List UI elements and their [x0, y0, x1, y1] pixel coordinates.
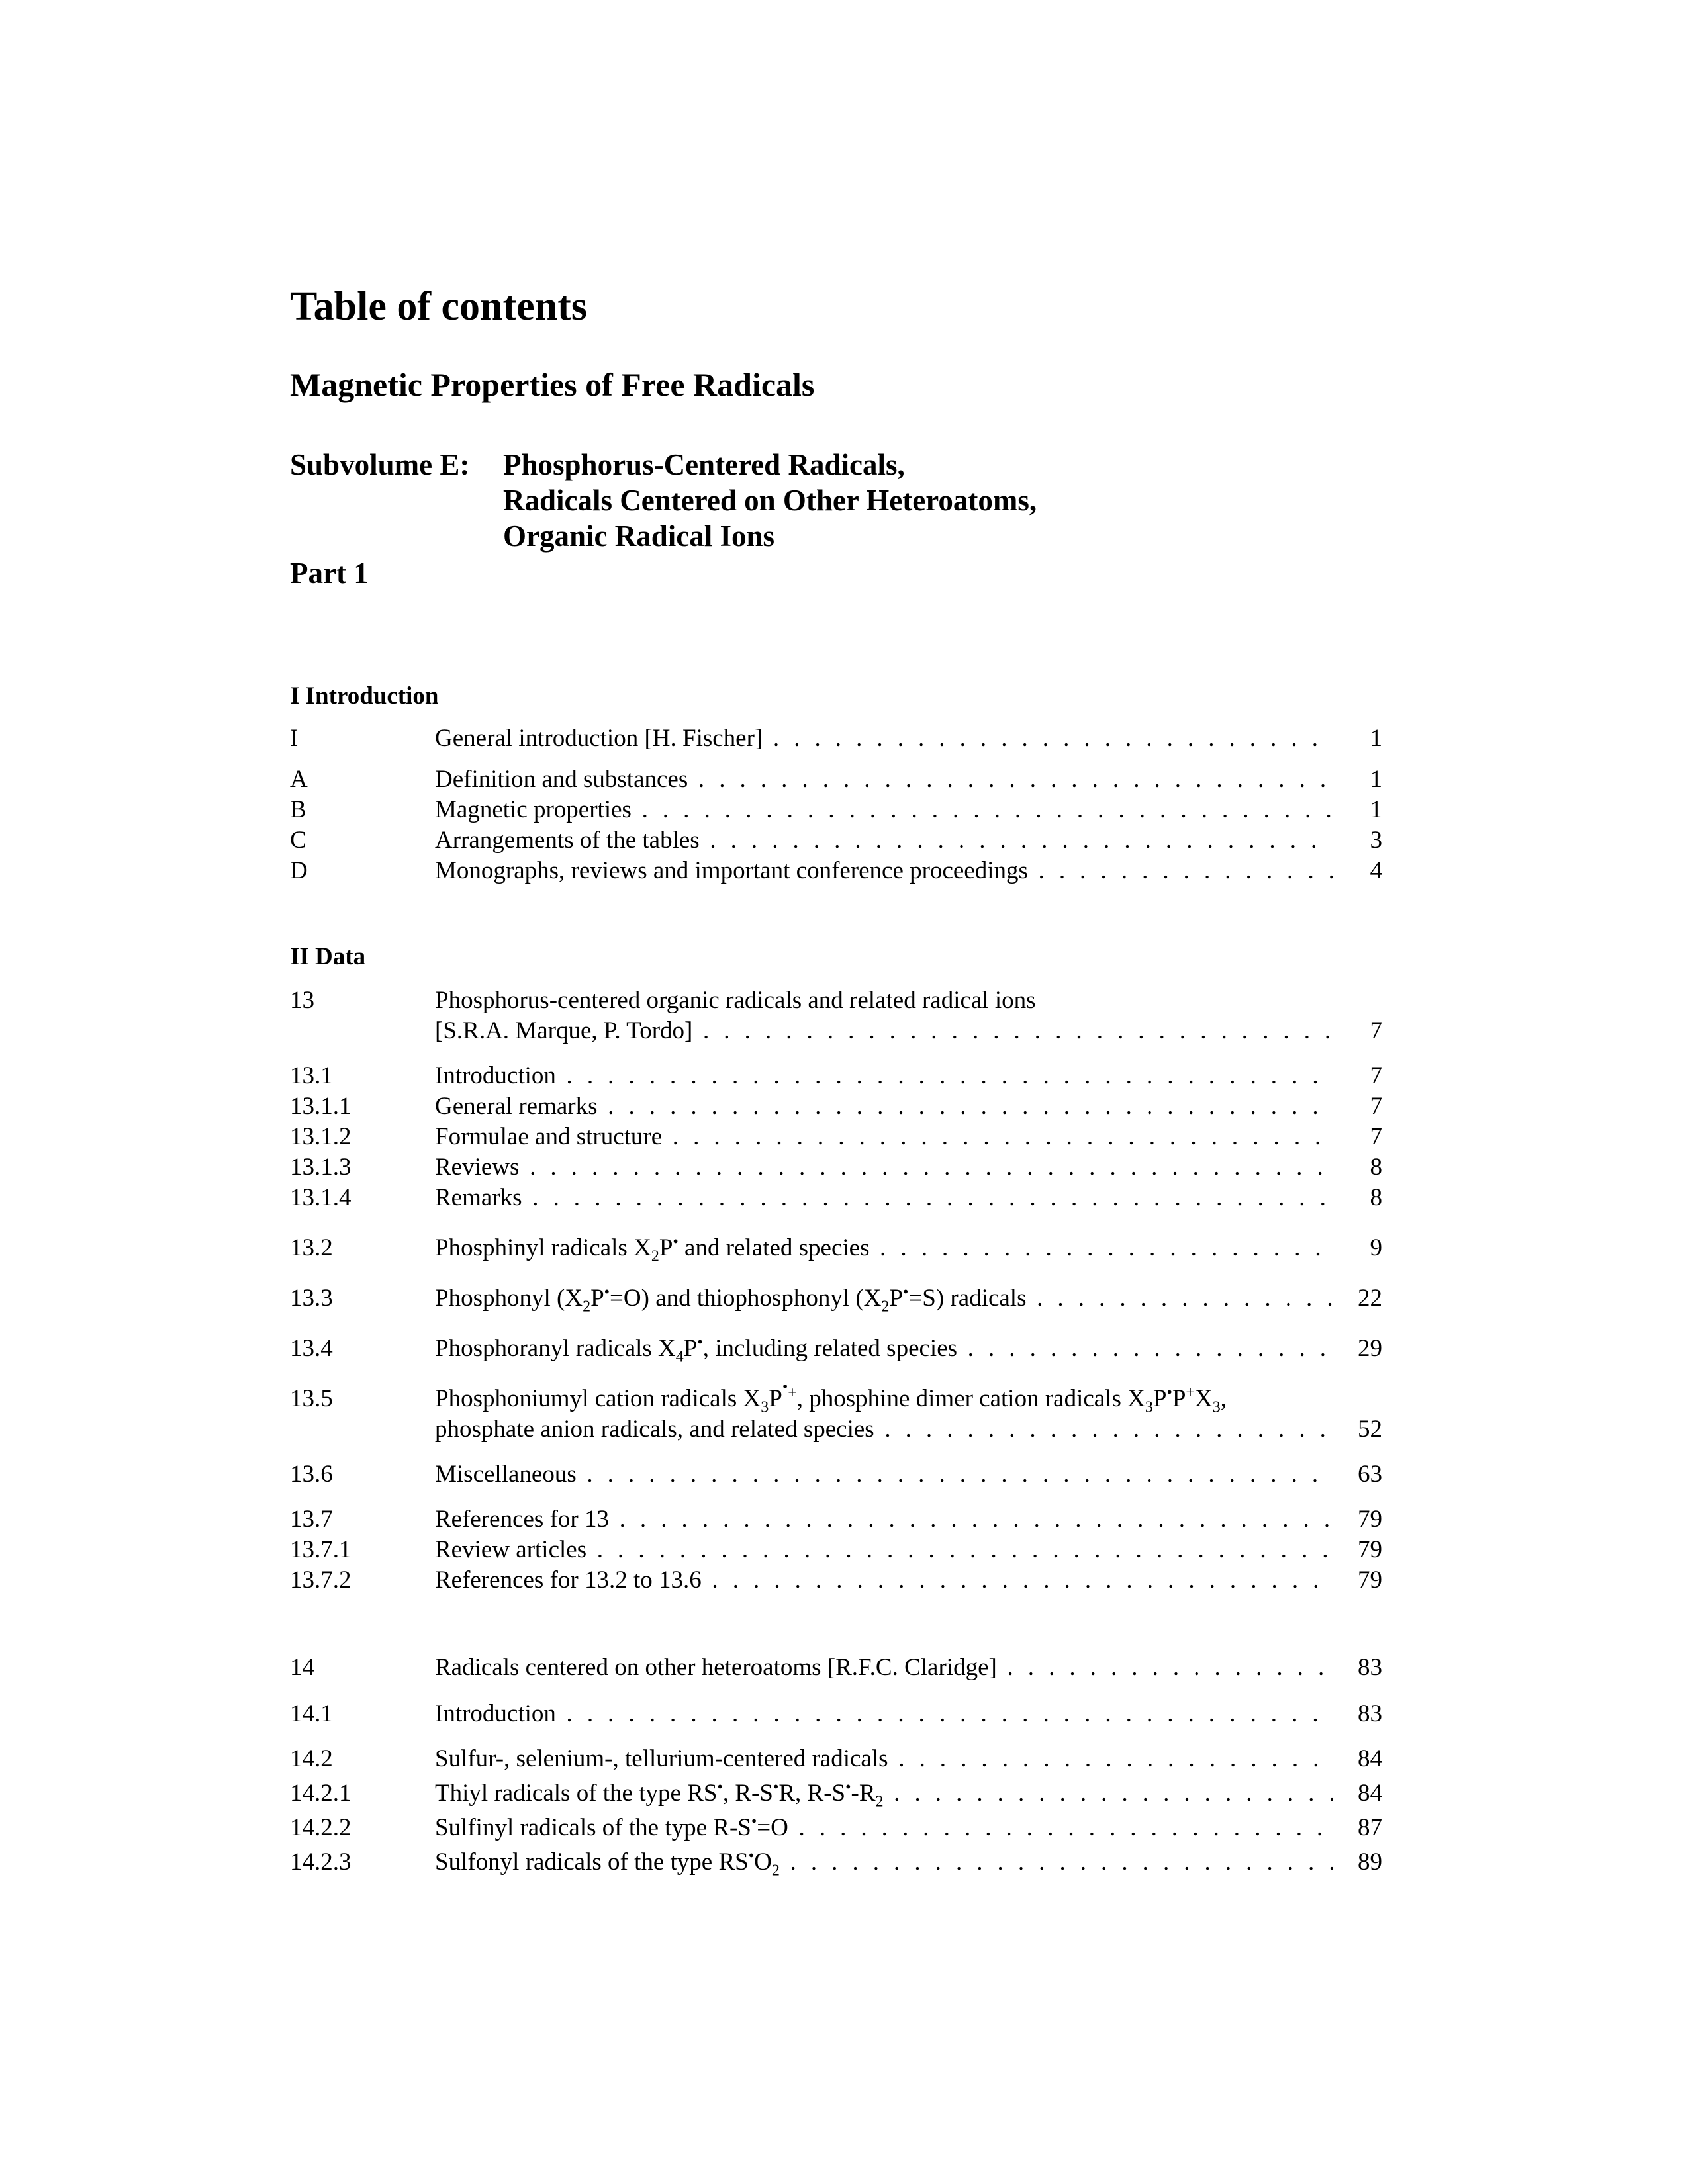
toc-entry-title-line1: Phosphorus-centered organic radicals and related radical ions	[435, 987, 1036, 1014]
toc-entry-title-line1: Phosphoniumyl cation radicals $X_3P^{^•+}$, phosphine dimer cation radicals $X_3P^•P^+X_3$,	[435, 1385, 1227, 1413]
toc-entry-page: 52	[1358, 1416, 1382, 1443]
toc-entry-title: Sulfur-, selenium-, tellurium-centered radicals . . .	[435, 1745, 1333, 1773]
toc-entry-title: Sulfonyl radicals of the type $RS^•O_2$ . . .	[435, 1848, 1333, 1876]
toc-entry-number: 14	[290, 1654, 314, 1681]
toc-entry-title: Sulfinyl radicals of the type R-S•=O . . .	[435, 1813, 1333, 1842]
toc-entry-page: 1	[1370, 766, 1382, 793]
toc-entry-page: 83	[1358, 1700, 1382, 1727]
toc-entry-page: 7	[1370, 1062, 1382, 1089]
toc-entry-title: Introduction . . .	[435, 1700, 1333, 1728]
toc-entry-title: Review articles . . .	[435, 1535, 1333, 1564]
toc-entry-page: 84	[1358, 1745, 1382, 1772]
toc-entry-number: 13.1.1	[290, 1093, 352, 1120]
toc-entry-title: [S.R.A. Marque, P. Tordo] . . .	[435, 1017, 1333, 1045]
subvolume-title-line: Radicals Centered on Other Heteroatoms,	[503, 484, 1037, 517]
toc-entry-number: I	[290, 725, 299, 752]
page-title: Table of contents	[290, 284, 587, 329]
toc-entry-number: 13.7.2	[290, 1567, 352, 1594]
toc-entry-number: 13.4	[290, 1335, 333, 1362]
part-label: Part 1	[290, 557, 369, 590]
toc-entry-number: 14.1	[290, 1700, 333, 1727]
toc-entry-number: 13.1	[290, 1062, 333, 1089]
toc-entry-page: 9	[1370, 1234, 1382, 1261]
toc-entry-title: Reviews . . .	[435, 1153, 1333, 1181]
toc-entry-page: 8	[1370, 1184, 1382, 1211]
section-heading-data: II Data	[290, 943, 366, 970]
toc-entry-page: 1	[1370, 725, 1382, 752]
toc-entry-page: 7	[1370, 1093, 1382, 1120]
toc-entry-title: Thiyl radicals of the type RS•, R-S•R, $R-S^•-R_2$ . . .	[435, 1779, 1333, 1807]
toc-entry-number: A	[290, 766, 308, 793]
toc-entry-title: Formulae and structure . . .	[435, 1122, 1333, 1151]
volume-title: Magnetic Properties of Free Radicals	[290, 366, 815, 403]
toc-entry-number: 13.5	[290, 1385, 333, 1412]
toc-entry-title: References for 13 . . .	[435, 1505, 1333, 1533]
toc-entry-page: 4	[1370, 857, 1382, 884]
toc-entry-page: 22	[1358, 1285, 1382, 1312]
toc-entry-title: Introduction . . .	[435, 1062, 1333, 1090]
toc-entry-number: 13.6	[290, 1461, 333, 1488]
toc-entry-number: 13	[290, 987, 314, 1014]
subvolume-title-line: Organic Radical Ions	[503, 520, 775, 553]
toc-entry-page: 63	[1358, 1461, 1382, 1488]
toc-entry-title: Remarks . . .	[435, 1183, 1333, 1212]
toc-entry-page: 79	[1358, 1536, 1382, 1563]
toc-entry-page: 79	[1358, 1567, 1382, 1594]
toc-entry-number: 13.3	[290, 1285, 333, 1312]
toc-entry-title: Definition and substances . . .	[435, 765, 1333, 794]
toc-entry-page: 84	[1358, 1780, 1382, 1807]
toc-entry-page: 8	[1370, 1154, 1382, 1181]
toc-entry-title: General introduction [H. Fischer] . . .	[435, 724, 1333, 752]
toc-entry-title: Monographs, reviews and important conference proceedings . . .	[435, 856, 1333, 885]
toc-entry-page: 7	[1370, 1017, 1382, 1044]
toc-entry-number: B	[290, 796, 306, 823]
toc-entry-number: 14.2.2	[290, 1814, 352, 1841]
toc-entry-number: 13.7.1	[290, 1536, 352, 1563]
toc-entry-title: Magnetic properties . . .	[435, 796, 1333, 824]
toc-entry-number: 13.1.3	[290, 1154, 352, 1181]
toc-entry-number: D	[290, 857, 308, 884]
toc-entry-number: 14.2.3	[290, 1848, 352, 1876]
toc-entry-page: 87	[1358, 1814, 1382, 1841]
subvolume-label: Subvolume E:	[290, 448, 470, 481]
toc-entry-title: Phosphinyl radicals $X_2P^•$ and related species . . .	[435, 1234, 1333, 1262]
toc-entry-page: 79	[1358, 1506, 1382, 1533]
toc-entry-title: Radicals centered on other heteroatoms [R.F.C. Claridge] . . .	[435, 1653, 1333, 1682]
toc-entry-number: 13.1.2	[290, 1123, 352, 1150]
toc-entry-title: Phosphoranyl radicals $X_4P^•$, including related species . . .	[435, 1334, 1333, 1363]
toc-entry-number: 14.2.1	[290, 1780, 352, 1807]
toc-entry-page: 1	[1370, 796, 1382, 823]
toc-entry-number: 13.2	[290, 1234, 333, 1261]
toc-entry-page: 29	[1358, 1335, 1382, 1362]
subvolume-title-line: Phosphorus-Centered Radicals,	[503, 448, 905, 481]
toc-entry-page: 3	[1370, 827, 1382, 854]
section-heading-introduction: I Introduction	[290, 682, 439, 709]
toc-entry-title: phosphate anion radicals, and related species . . .	[435, 1415, 1333, 1443]
toc-entry-number: 13.1.4	[290, 1184, 352, 1211]
toc-entry-number: 13.7	[290, 1506, 333, 1533]
toc-entry-title: Miscellaneous . . .	[435, 1460, 1333, 1488]
toc-entry-page: 7	[1370, 1123, 1382, 1150]
toc-entry-number: 14.2	[290, 1745, 333, 1772]
toc-entry-title: References for 13.2 to 13.6 . . .	[435, 1566, 1333, 1594]
toc-entry-title: General remarks . . .	[435, 1092, 1333, 1120]
toc-entry-title: Phosphonyl $(X_2P^•=O)$ and thiophosphonyl $(X_2P^•=S)$ radicals . . .	[435, 1284, 1333, 1312]
toc-entry-page: 89	[1358, 1848, 1382, 1876]
toc-entry-title: Arrangements of the tables . . .	[435, 826, 1333, 854]
toc-entry-number: C	[290, 827, 306, 854]
toc-entry-page: 83	[1358, 1654, 1382, 1681]
